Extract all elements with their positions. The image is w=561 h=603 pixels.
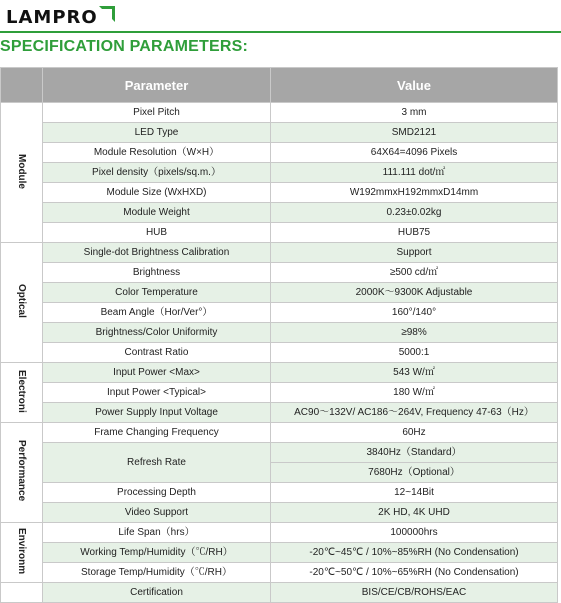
group-label-text: Module bbox=[16, 153, 27, 189]
table-row bbox=[1, 223, 558, 243]
group-label bbox=[1, 103, 43, 243]
spec-table bbox=[0, 67, 558, 603]
table-row bbox=[1, 263, 558, 283]
param-cell: Input Power <Max> bbox=[43, 363, 271, 383]
param-cell: Processing Depth bbox=[43, 483, 271, 503]
table-row bbox=[1, 383, 558, 403]
header-parameter: Parameter bbox=[43, 68, 271, 103]
table-row bbox=[1, 543, 558, 563]
value-cell: SMD2121 bbox=[271, 123, 558, 143]
value-cell: 7680Hz（Optional） bbox=[271, 463, 558, 483]
value-cell: ≥500 cd/㎡ bbox=[271, 263, 558, 283]
value-cell: 3 mm bbox=[271, 103, 558, 123]
table-row bbox=[1, 163, 558, 183]
param-cell: Pixel Pitch bbox=[43, 103, 271, 123]
param-cell: Video Support bbox=[43, 503, 271, 523]
table-row bbox=[1, 403, 558, 423]
table-row bbox=[1, 343, 558, 363]
value-cell: HUB75 bbox=[271, 223, 558, 243]
group-label-text: Electroni bbox=[16, 369, 27, 413]
value-cell: 111.111 dot/㎡ bbox=[271, 163, 558, 183]
value-cell: 3840Hz（Standard） bbox=[271, 443, 558, 463]
table-row bbox=[1, 563, 558, 583]
param-cell: Beam Angle（Hor/Ver°） bbox=[43, 303, 271, 323]
value-cell: 100000hrs bbox=[271, 523, 558, 543]
param-cell: Certification bbox=[43, 583, 271, 603]
value-cell: -20℃~50℃ / 10%~65%RH (No Condensation) bbox=[271, 563, 558, 583]
param-cell: Pixel density（pixels/sq.m.） bbox=[43, 163, 271, 183]
value-cell: AC90～132V/ AC186～264V, Frequency 47-63（Hz） bbox=[271, 403, 558, 423]
group-label-text: Environm bbox=[16, 527, 27, 575]
logo-mark-icon bbox=[99, 6, 115, 22]
param-cell: LED Type bbox=[43, 123, 271, 143]
value-cell: 160°/140° bbox=[271, 303, 558, 323]
value-cell: 60Hz bbox=[271, 423, 558, 443]
value-cell: 5000:1 bbox=[271, 343, 558, 363]
param-cell: Module Weight bbox=[43, 203, 271, 223]
param-cell: Power Supply Input Voltage bbox=[43, 403, 271, 423]
table-row bbox=[1, 183, 558, 203]
value-cell: BIS/CE/CB/ROHS/EAC bbox=[271, 583, 558, 603]
value-cell: 0.23±0.02kg bbox=[271, 203, 558, 223]
logo-text: LAMPRO bbox=[6, 6, 98, 28]
param-cell: Module Size (WxHXD) bbox=[43, 183, 271, 203]
table-row bbox=[1, 123, 558, 143]
param-cell: Module Resolution（W×H） bbox=[43, 143, 271, 163]
table-row bbox=[1, 443, 558, 463]
param-cell: Frame Changing Frequency bbox=[43, 423, 271, 443]
value-cell: 12~14Bit bbox=[271, 483, 558, 503]
param-cell: Working Temp/Humidity（℃/RH） bbox=[43, 543, 271, 563]
value-cell: Support bbox=[271, 243, 558, 263]
param-cell: Life Span（hrs） bbox=[43, 523, 271, 543]
page-title: SPECIFICATION PARAMETERS: bbox=[0, 38, 248, 55]
value-cell: ≥98% bbox=[271, 323, 558, 343]
value-cell: -20℃~45℃ / 10%~85%RH (No Condensation) bbox=[271, 543, 558, 563]
table-row bbox=[1, 303, 558, 323]
group-label-text: Optical bbox=[16, 284, 27, 318]
table-row bbox=[1, 103, 558, 123]
group-label bbox=[1, 363, 43, 423]
table-row bbox=[1, 283, 558, 303]
group-label bbox=[1, 523, 43, 583]
header-value: Value bbox=[271, 68, 558, 103]
table-row bbox=[1, 363, 558, 383]
brand-logo bbox=[6, 4, 115, 30]
header-rule bbox=[0, 31, 561, 33]
table-row bbox=[1, 143, 558, 163]
table-body bbox=[1, 103, 558, 603]
value-cell: 543 W/㎡ bbox=[271, 363, 558, 383]
value-cell: 2000K～9300K Adjustable bbox=[271, 283, 558, 303]
value-cell: 2K HD, 4K UHD bbox=[271, 503, 558, 523]
table-header-row bbox=[1, 68, 558, 103]
header-blank bbox=[1, 68, 43, 103]
param-cell: Refresh Rate bbox=[43, 443, 271, 483]
table-row bbox=[1, 483, 558, 503]
param-cell: Single-dot Brightness Calibration bbox=[43, 243, 271, 263]
table-row bbox=[1, 503, 558, 523]
param-cell: Input Power <Typical> bbox=[43, 383, 271, 403]
param-cell: Storage Temp/Humidity（℃/RH） bbox=[43, 563, 271, 583]
table-row bbox=[1, 323, 558, 343]
value-cell: W192mmxH192mmxD14mm bbox=[271, 183, 558, 203]
param-cell: Brightness/Color Uniformity bbox=[43, 323, 271, 343]
table-row bbox=[1, 203, 558, 223]
table-row bbox=[1, 423, 558, 443]
table-row bbox=[1, 243, 558, 263]
table-row bbox=[1, 523, 558, 543]
group-label bbox=[1, 243, 43, 363]
group-label bbox=[1, 423, 43, 523]
param-cell: Brightness bbox=[43, 263, 271, 283]
param-cell: Contrast Ratio bbox=[43, 343, 271, 363]
param-cell: Color Temperature bbox=[43, 283, 271, 303]
param-cell: HUB bbox=[43, 223, 271, 243]
value-cell: 64X64=4096 Pixels bbox=[271, 143, 558, 163]
value-cell: 180 W/㎡ bbox=[271, 383, 558, 403]
group-label-text: Performance bbox=[16, 440, 27, 502]
